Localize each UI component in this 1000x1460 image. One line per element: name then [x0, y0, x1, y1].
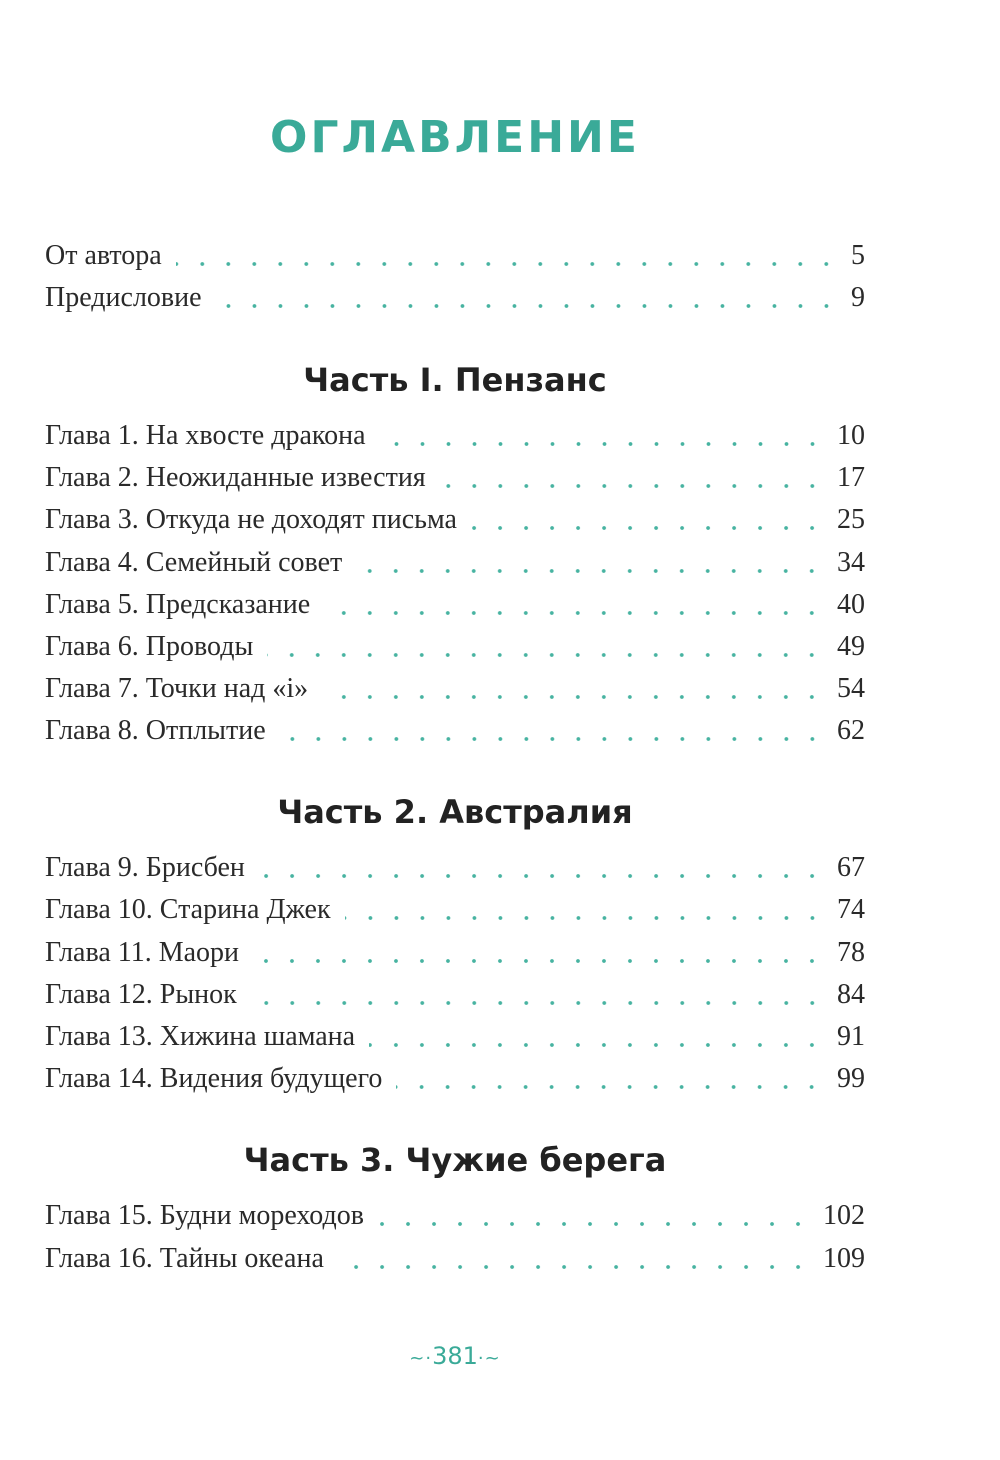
toc-entry-page: 102: [823, 1200, 865, 1231]
toc-entry-label: Глава 1. На хвосте дракона: [45, 420, 366, 451]
dot-leader: [378, 1221, 811, 1227]
toc-entry-chapter-1[interactable]: [45, 416, 865, 456]
toc-entry-page: 49: [837, 631, 865, 662]
toc-entry-chapter-12[interactable]: [45, 975, 865, 1015]
toc-entry-label: От автора: [45, 240, 162, 271]
dot-leader: [356, 568, 825, 574]
toc-entry-chapter-8[interactable]: [45, 711, 865, 751]
dot-leader: [251, 1000, 825, 1006]
dot-leader: [322, 694, 825, 700]
toc-entry-label: Глава 2. Неожиданные известия: [45, 462, 426, 493]
dot-leader: [338, 1264, 811, 1270]
part-heading-3: Часть 3. Чужие берега: [243, 1141, 667, 1179]
toc-entry-page: 99: [837, 1063, 865, 1094]
toc-entry-label: Глава 11. Маори: [45, 937, 240, 968]
toc-entry-chapter-14[interactable]: [45, 1059, 865, 1099]
dot-leader: [440, 483, 825, 489]
toc-entry-page: 84: [837, 979, 865, 1010]
toc-entry-chapter-10[interactable]: [45, 890, 865, 930]
dot-leader: [369, 1042, 825, 1048]
toc-entry-label: Глава 14. Видения будущего: [45, 1063, 383, 1094]
dot-leader: [216, 303, 839, 309]
dot-leader: [253, 958, 825, 964]
toc-entry-chapter-9[interactable]: [45, 848, 865, 888]
toc-entry-chapter-15[interactable]: [45, 1196, 865, 1236]
toc-entry-chapter-4[interactable]: [45, 543, 865, 583]
ornament-left: ~·: [409, 1348, 433, 1369]
dot-leader: [380, 441, 826, 447]
toc-entry-page: 9: [851, 282, 865, 313]
toc-entry-page: 25: [837, 504, 865, 535]
page-title: ОГЛАВЛЕНИЕ: [270, 112, 640, 163]
toc-entry-chapter-13[interactable]: [45, 1017, 865, 1057]
toc-entry-foreword[interactable]: [45, 278, 865, 318]
toc-entry-page: 109: [823, 1243, 865, 1274]
toc-entry-page: 74: [837, 894, 865, 925]
toc-entry-page: 91: [837, 1021, 865, 1052]
page-number: [0, 1342, 910, 1370]
toc-entry-chapter-2[interactable]: [45, 458, 865, 498]
toc-entry-label: Глава 15. Будни мореходов: [45, 1200, 364, 1231]
toc-entry-label: Глава 8. Отплытие: [45, 715, 266, 746]
toc-entry-page: 40: [837, 589, 865, 620]
toc-entry-label: Глава 4. Семейный совет: [45, 547, 343, 578]
dot-leader: [396, 1084, 825, 1090]
toc-entry-label: Глава 13. Хижина шамана: [45, 1021, 356, 1052]
dot-leader: [259, 873, 825, 879]
dot-leader: [345, 915, 825, 921]
page-number-value: 381: [432, 1342, 478, 1370]
toc-entry-label: Глава 6. Проводы: [45, 631, 254, 662]
toc-entry-chapter-5[interactable]: [45, 585, 865, 625]
toc-entry-page: 78: [837, 937, 865, 968]
dot-leader: [280, 736, 825, 742]
toc-entry-chapter-7[interactable]: [45, 669, 865, 709]
toc-entry-label: Глава 16. Тайны океана: [45, 1243, 324, 1274]
toc-entry-label: Глава 9. Брисбен: [45, 852, 245, 883]
ornament-right: ·~: [477, 1348, 501, 1369]
toc-entry-page: 54: [837, 673, 865, 704]
dot-leader: [267, 652, 825, 658]
toc-entry-page: 5: [851, 240, 865, 271]
dot-leader: [471, 525, 825, 531]
toc-entry-chapter-11[interactable]: [45, 933, 865, 973]
toc-entry-label: Глава 10. Старина Джек: [45, 894, 331, 925]
toc-entry-page: 17: [837, 462, 865, 493]
toc-entry-page: 67: [837, 852, 865, 883]
toc-entry-chapter-3[interactable]: [45, 500, 865, 540]
toc-entry-label: Глава 7. Точки над «i»: [45, 673, 309, 704]
toc-entry-page: 62: [837, 715, 865, 746]
toc-entry-chapter-16[interactable]: [45, 1239, 865, 1279]
toc-entry-page: 34: [837, 547, 865, 578]
dot-leader: [324, 610, 825, 616]
part-heading-2: Часть 2. Австралия: [277, 793, 633, 831]
dot-leader: [176, 261, 839, 267]
toc-entry-label: Глава 12. Рынок: [45, 979, 237, 1010]
toc-entry-author-note[interactable]: [45, 236, 865, 276]
toc-entry-chapter-6[interactable]: [45, 627, 865, 667]
toc-entry-page: 10: [837, 420, 865, 451]
toc-entry-label: Глава 5. Предсказание: [45, 589, 311, 620]
part-heading-1: Часть I. Пензанс: [303, 361, 607, 399]
toc-entry-label: Предисловие: [45, 282, 202, 313]
toc-entry-label: Глава 3. Откуда не доходят письма: [45, 504, 457, 535]
